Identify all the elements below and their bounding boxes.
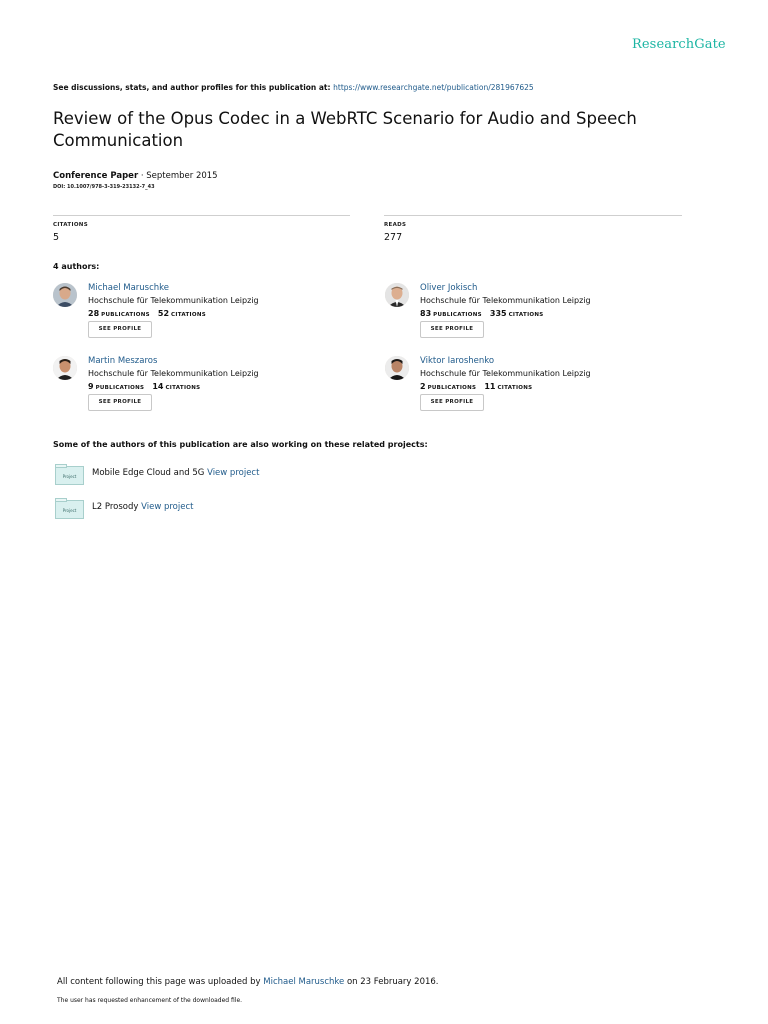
see-profile-button[interactable]: SEE PROFILE: [88, 394, 152, 411]
citations-count: 11: [484, 382, 496, 391]
project-icon-label: Project: [62, 474, 77, 479]
uploader-link[interactable]: Michael Maruschke: [263, 977, 345, 987]
paper-title: Review of the Opus Codec in a WebRTC Scenario for Audio and Speech Communication: [53, 109, 637, 150]
authors-heading: 4 authors:: [53, 262, 100, 271]
publications-count: 28: [88, 309, 100, 318]
reads-divider: [384, 215, 682, 216]
publications-count: 83: [420, 309, 432, 318]
upload-notice-prefix: All content following this page was uploaded by: [57, 977, 264, 987]
author-name-link[interactable]: Viktor Iaroshenko: [420, 356, 495, 366]
author-name-link[interactable]: Oliver Jokisch: [420, 283, 478, 293]
project-item: [55, 498, 455, 520]
citations-label: CITATIONS: [497, 385, 533, 391]
project-folder-icon: [55, 464, 84, 485]
author-metrics: [420, 382, 532, 391]
publication-url-link[interactable]: https://www.researchgate.net/publication/281967625: [333, 83, 534, 92]
upload-notice: [57, 977, 439, 987]
avatar[interactable]: [53, 283, 77, 307]
author-affiliation: Hochschule für Telekommunikation Leipzig: [420, 296, 591, 305]
author-affiliation: Hochschule für Telekommunikation Leipzig: [88, 296, 259, 305]
view-project-link[interactable]: View project: [207, 468, 260, 478]
publications-label: PUBLICATIONS: [95, 385, 145, 391]
reads-label: READS: [384, 222, 407, 228]
avatar[interactable]: [385, 356, 409, 380]
publication-type: [53, 171, 218, 181]
author-card: [385, 283, 685, 343]
author-affiliation: Hochschule für Telekommunikation Leipzig: [420, 369, 591, 378]
publications-label: PUBLICATIONS: [433, 312, 482, 318]
author-name-link[interactable]: Michael Maruschke: [88, 283, 170, 293]
publication-date: · September 2015: [138, 171, 218, 181]
upload-notice-suffix: on 23 February 2016.: [344, 977, 439, 987]
related-projects-heading: Some of the authors of this publication are also working on these related projects:: [53, 440, 428, 449]
author-card: [53, 283, 353, 343]
researchgate-logo[interactable]: ResearchGate: [632, 37, 726, 52]
citations-count: 14: [152, 382, 164, 391]
project-icon-label: Project: [62, 508, 77, 513]
avatar[interactable]: [53, 356, 77, 380]
author-affiliation: Hochschule für Telekommunikation Leipzig: [88, 369, 259, 378]
citations-label: CITATIONS: [53, 222, 88, 228]
project-folder-icon: [55, 498, 84, 519]
discussion-notice-text: See discussions, stats, and author profiles for this publication at:: [53, 83, 334, 92]
project-title: L2 Prosody: [92, 502, 142, 512]
see-profile-button[interactable]: SEE PROFILE: [420, 394, 484, 411]
citations-label: CITATIONS: [171, 312, 207, 318]
author-card: [385, 356, 685, 416]
publications-count: 9: [88, 382, 94, 391]
see-profile-button[interactable]: SEE PROFILE: [420, 321, 484, 338]
see-profile-button[interactable]: SEE PROFILE: [88, 321, 152, 338]
discussion-notice: [53, 83, 534, 92]
citations-count: 52: [157, 309, 170, 318]
project-name: [92, 468, 259, 478]
citations-label: CITATIONS: [508, 312, 544, 318]
publications-label: PUBLICATIONS: [101, 312, 150, 318]
citations-count: 5: [53, 232, 60, 243]
view-project-link[interactable]: View project: [141, 502, 194, 512]
publications-count: 2: [420, 382, 426, 391]
citations-divider: [53, 215, 350, 216]
avatar-photo-icon: [53, 283, 77, 307]
author-name-link[interactable]: Martin Meszaros: [88, 356, 158, 366]
author-metrics: [420, 309, 544, 318]
citations-label: CITATIONS: [165, 385, 201, 391]
author-metrics: [88, 382, 200, 391]
reads-count: 277: [384, 232, 403, 243]
citations-count: 335: [489, 309, 507, 318]
project-title: Mobile Edge Cloud and 5G: [92, 468, 208, 478]
publication-type-label: Conference Paper: [53, 171, 139, 181]
avatar-photo-icon: [385, 283, 409, 307]
project-item: [55, 464, 455, 486]
doi-text: DOI: 10.1007/978-3-319-23132-7_43: [53, 184, 155, 190]
publications-label: PUBLICATIONS: [427, 385, 477, 391]
enhancement-note: The user has requested enhancement of the downloaded file.: [57, 997, 243, 1004]
avatar-photo-icon: [53, 356, 77, 380]
author-metrics: [88, 309, 206, 318]
avatar-photo-icon: [385, 356, 409, 380]
author-card: [53, 356, 353, 416]
project-name: [92, 502, 193, 512]
avatar[interactable]: [385, 283, 409, 307]
